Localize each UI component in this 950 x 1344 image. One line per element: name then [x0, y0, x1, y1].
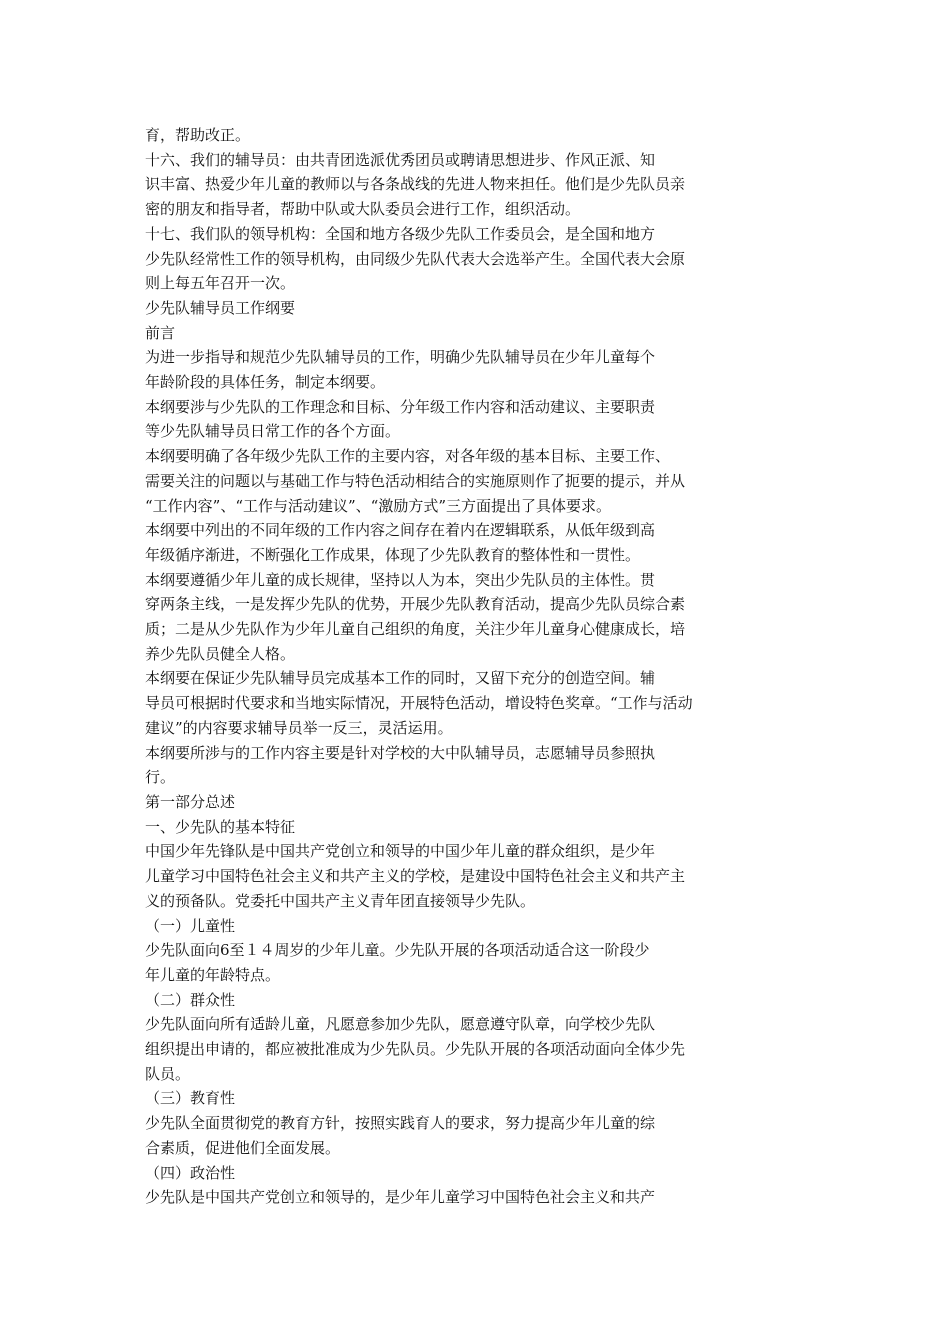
text-line: 本纲要中列出的不同年级的工作内容之间存在着内在逻辑联系，从低年级到高 [145, 521, 656, 540]
document-body [145, 123, 805, 1210]
text-line: 十六、我们的辅导员：由共青团选派优秀团员或聘请思想进步、作风正派、知 [145, 150, 656, 169]
text-line: （三）教育性 [145, 1089, 236, 1108]
text-line: 识丰富、热爱少年儿童的教师以与各条战线的先进人物来担任。他们是少先队员亲 [145, 175, 686, 194]
text-line: 少先队经常性工作的领导机构，由同级少先队代表大会选举产生。全国代表大会原 [145, 249, 686, 268]
text-line: （一）儿童性 [145, 916, 236, 935]
text-line: 需要关注的问题以与基础工作与特色活动相结合的实施原则作了扼要的提示，并从 [145, 471, 686, 490]
text-line: 年儿童的年龄特点。 [145, 965, 281, 984]
text-line: 则上每五年召开一次。 [145, 274, 296, 293]
text-line: 密的朋友和指导者，帮助中队或大队委员会进行工作，组织活动。 [145, 200, 581, 219]
text-line: （四）政治性 [145, 1163, 236, 1182]
text-line: 少先队是中国共产党创立和领导的，是少年儿童学习中国特色社会主义和共产 [145, 1188, 656, 1207]
text-line: 养少先队员健全人格。 [145, 644, 296, 663]
text-line: 第一部分总述 [145, 792, 236, 811]
text-line: 一、少先队的基本特征 [145, 817, 296, 836]
text-line: 组织提出申请的，都应被批准成为少先队员。少先队开展的各项活动面向全体少先 [145, 1040, 686, 1059]
text-line: 行。 [145, 768, 176, 787]
text-line: 合素质，促进他们全面发展。 [145, 1138, 341, 1157]
text-line: 前言 [145, 323, 176, 342]
text-line: 少先队面向6至１４周岁的少年儿童。少先队开展的各项活动适合这一阶段少 [145, 941, 650, 960]
text-line: 儿童学习中国特色社会主义和共产主义的学校，是建设中国特色社会主义和共产主 [145, 867, 686, 886]
text-line: 少先队面向所有适龄儿童，凡愿意参加少先队，愿意遵守队章，向学校少先队 [145, 1015, 656, 1034]
text-line: 中国少年先锋队是中国共产党创立和领导的中国少年儿童的群众组织，是少年 [145, 842, 656, 861]
text-line: 少先队辅导员工作纲要 [145, 298, 296, 317]
text-line: 等少先队辅导员日常工作的各个方面。 [145, 422, 401, 441]
text-line: 少先队全面贯彻党的教育方针，按照实践育人的要求，努力提高少年儿童的综 [145, 1114, 656, 1133]
text-line: 穿两条主线，一是发挥少先队的优势，开展少先队教育活动，提高少先队员综合素 [145, 595, 686, 614]
text-line: 义的预备队。党委托中国共产主义青年团直接领导少先队。 [145, 891, 536, 910]
text-line: “工作内容”、“工作与活动建议”、“激励方式”三方面提出了具体要求。 [145, 496, 612, 515]
text-line: 本纲要明确了各年级少先队工作的主要内容，对各年级的基本目标、主要工作、 [145, 447, 671, 466]
text-line: 队员。 [145, 1064, 191, 1083]
text-line: 本纲要涉与少先队的工作理念和目标、分年级工作内容和活动建议、主要职责 [145, 397, 656, 416]
text-line: 本纲要在保证少先队辅导员完成基本工作的同时，又留下充分的创造空间。辅 [145, 669, 656, 688]
text-line: 为进一步指导和规范少先队辅导员的工作，明确少先队辅导员在少年儿童每个 [145, 348, 656, 367]
text-line: 育，帮助改正。 [145, 126, 251, 144]
text-line: 质；二是从少先队作为少年儿童自己组织的角度，关注少年儿童身心健康成长，培 [145, 620, 686, 639]
text-line: 建议”的内容要求辅导员举一反三，灵活运用。 [145, 718, 453, 737]
text-line: 本纲要遵循少年儿童的成长规律，坚持以人为本，突出少先队员的主体性。贯 [145, 570, 656, 589]
text-line: （二）群众性 [145, 990, 236, 1009]
text-line: 年龄阶段的具体任务，制定本纲要。 [145, 373, 386, 392]
text-line: 十七、我们队的领导机构：全国和地方各级少先队工作委员会，是全国和地方 [145, 224, 656, 243]
text-line: 导员可根据时代要求和当地实际情况，开展特色活动，增设特色奖章。“工作与活动 [145, 694, 693, 713]
text-line: 年级循序渐进，不断强化工作成果，体现了少先队教育的整体性和一贯性。 [145, 545, 641, 564]
text-line: 本纲要所涉与的工作内容主要是针对学校的大中队辅导员，志愿辅导员参照执 [145, 743, 656, 762]
